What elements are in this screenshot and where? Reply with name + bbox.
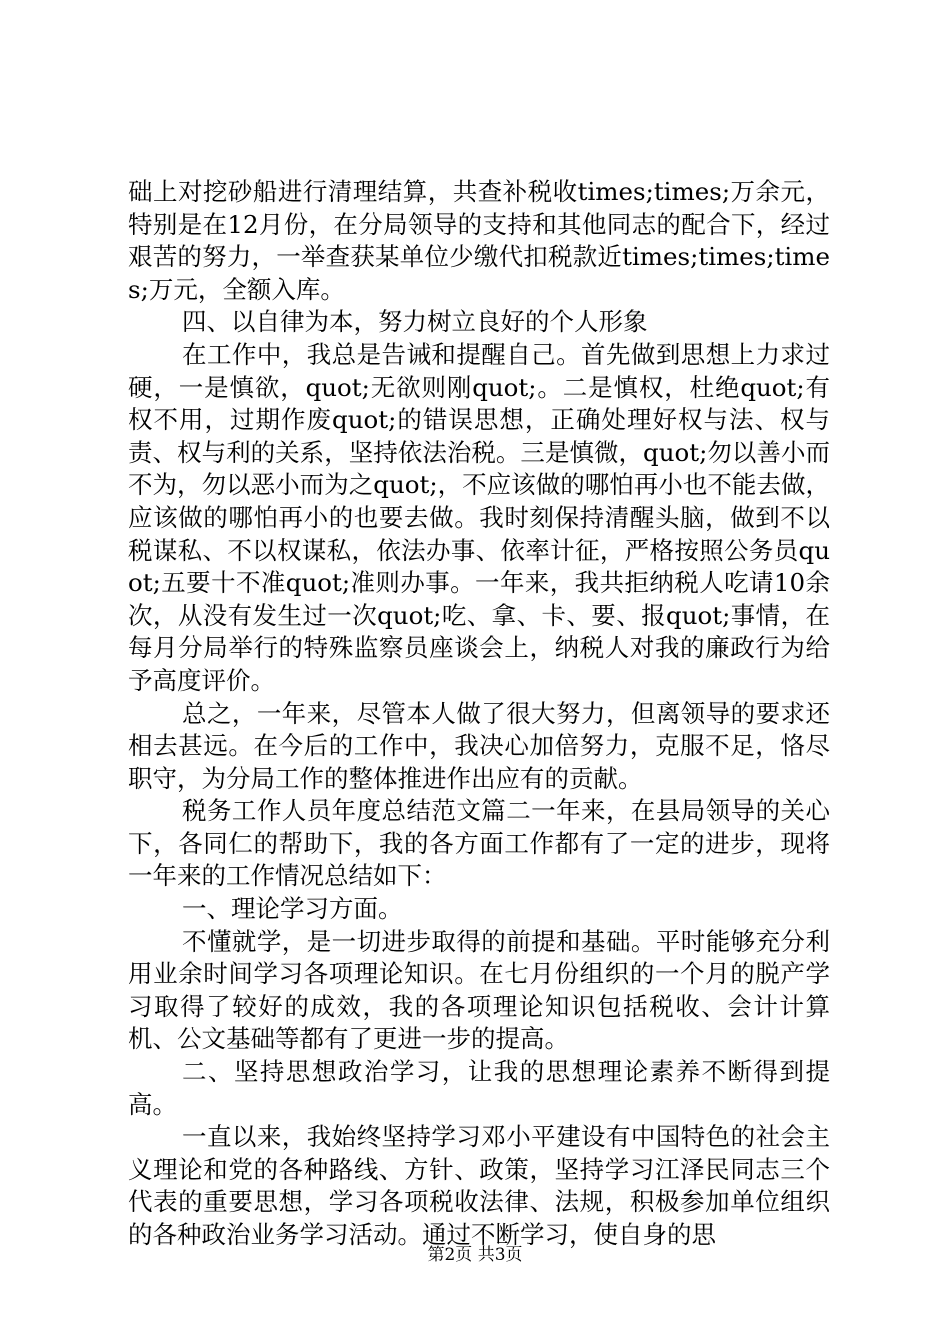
paragraph-theory-study: 不懂就学，是一切进步取得的前提和基础。平时能够充分利用业余时间学习各项理论知识。在七月份组织的一个月的脱产学习取得了较好的成效，我的各项理论知识包括税收、会计计算机、公文基础等都有了更进一步的提高。 (128, 926, 830, 1054)
paragraph-political-study: 一直以来，我始终坚持学习邓小平建设有中国特色的社会主义理论和党的各种路线、方针、政策，坚持学习江泽民同志三个代表的重要思想，学习各项税收法律、法规，积极参加单位组织的各种政治业务学习活动。通过不断学习，使自身的思 (128, 1122, 830, 1249)
page-footer: 第2页 共3页 (427, 1245, 523, 1265)
heading-section-four: 四、以自律为本，努力树立良好的个人形象 (182, 307, 648, 337)
paragraph-summary: 总之，一年来，尽管本人做了很大努力，但离领导的要求还相去甚远。在今后的工作中，我决心加倍努力，克服不足，恪尽职守，为分局工作的整体推进作出应有的贡献。 (128, 698, 830, 793)
document-body (128, 176, 830, 1252)
paragraph-self-discipline: 在工作中，我总是告诫和提醒自己。首先做到思想上力求过硬，一是慎欲，quot;无欲则刚quot;。二是慎权，杜绝quot;有权不用，过期作废quot;的错误思想，正确处理好权与法、权与责、权与利的关系，坚持依法治税。三是慎微，quot;勿以善小而不为，勿以恶小而为之quot;，不应该做的哪怕再小也不能去做，应该做的哪怕再小的也要去做。我时刻保持清醒头脑，做到不以税谋私、不以权谋私，依法办事、依率计征，严格按照公务员quot;五要十不准quot;准则办事。一年来，我共拒纳税人吃请10余次，从没有发生过一次quot;吃、拿、卡、要、报quot;事情，在每月分局举行的特殊监察员座谈会上，纳税人对我的廉政行为给予高度评价。 (128, 339, 830, 695)
paragraph-continuation: 础上对挖砂船进行清理结算，共查补税收times;times;万余元，特别是在12月份，在分局领导的支持和其他同志的配合下，经过艰苦的努力，一举查获某单位少缴代扣税款近times;times;times;万元，全额入库。 (128, 177, 830, 304)
heading-theory-study: 一、理论学习方面。 (182, 894, 403, 924)
heading-political-study: 二、坚持思想政治学习，让我的思想理论素养不断得到提高。 (128, 1057, 830, 1119)
paragraph-essay-two-intro: 税务工作人员年度总结范文篇二一年来，在县局领导的关心下，各同仁的帮助下，我的各方面工作都有了一定的进步，现将一年来的工作情况总结如下： (128, 796, 830, 891)
